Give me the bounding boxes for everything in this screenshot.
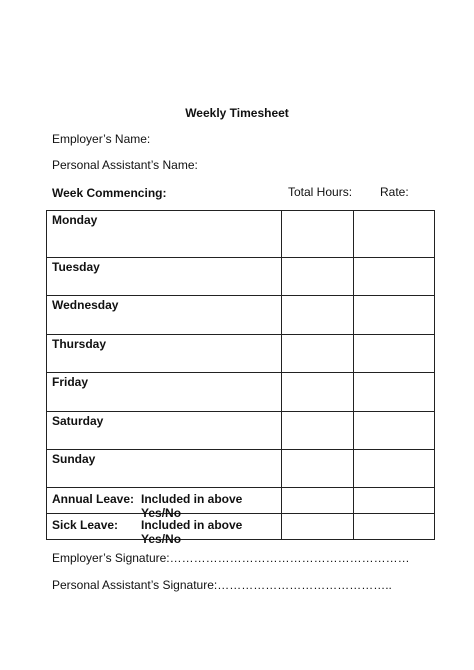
hours-cell[interactable] [282, 450, 354, 488]
rate-cell[interactable] [354, 296, 435, 335]
rate-cell[interactable] [354, 373, 435, 412]
rate-cell[interactable] [354, 450, 435, 488]
timesheet-table [46, 210, 435, 546]
hours-cell[interactable] [282, 258, 354, 296]
day-cell: Tuesday [47, 258, 282, 296]
hours-cell[interactable] [282, 335, 354, 373]
pa-signature-line: Personal Assistant’s Signature:…………………………………….. [52, 578, 392, 592]
annual-leave-row [47, 488, 435, 514]
day-cell: Saturday [47, 412, 282, 450]
rate-cell[interactable] [354, 514, 435, 540]
sick-leave-label: Sick Leave: [52, 518, 119, 532]
day-cell: Thursday [47, 335, 282, 373]
sick-leave-value: Included in above Yes/No [141, 518, 243, 546]
day-cell: Friday [47, 373, 282, 412]
employer-name-label: Employer’s Name: [52, 132, 151, 146]
annual-leave-cell [47, 488, 282, 520]
rate-cell[interactable] [354, 211, 435, 258]
rate-cell[interactable] [354, 335, 435, 373]
table-row [47, 335, 435, 373]
hours-cell[interactable] [282, 373, 354, 412]
day-cell: Monday [47, 211, 282, 258]
rate-cell[interactable] [354, 488, 435, 514]
rate-label: Rate: [380, 185, 409, 199]
annual-leave-label: Annual Leave: [52, 492, 135, 506]
rate-cell[interactable] [354, 412, 435, 450]
table-row [47, 412, 435, 450]
hours-cell[interactable] [282, 412, 354, 450]
table-row [47, 450, 435, 488]
document-title: Weekly Timesheet [185, 106, 289, 120]
week-commencing-label: Week Commencing: [52, 186, 167, 200]
table-row [47, 258, 435, 296]
table-row [47, 211, 435, 258]
total-hours-label: Total Hours: [288, 185, 353, 199]
day-cell: Sunday [47, 450, 282, 488]
hours-cell[interactable] [282, 211, 354, 258]
rate-cell[interactable] [354, 258, 435, 296]
pa-name-label: Personal Assistant’s Name: [52, 158, 198, 172]
hours-cell[interactable] [282, 488, 354, 514]
sick-leave-cell [47, 514, 282, 546]
table-row [47, 373, 435, 412]
hours-cell[interactable] [282, 296, 354, 335]
day-cell: Wednesday [47, 296, 282, 335]
annual-leave-value: Included in above Yes/No [141, 492, 243, 520]
sick-leave-row [47, 514, 435, 540]
table-row [47, 296, 435, 335]
employer-signature-line: Employer’s Signature:…………………………………………………… [52, 551, 410, 565]
hours-cell[interactable] [282, 514, 354, 540]
